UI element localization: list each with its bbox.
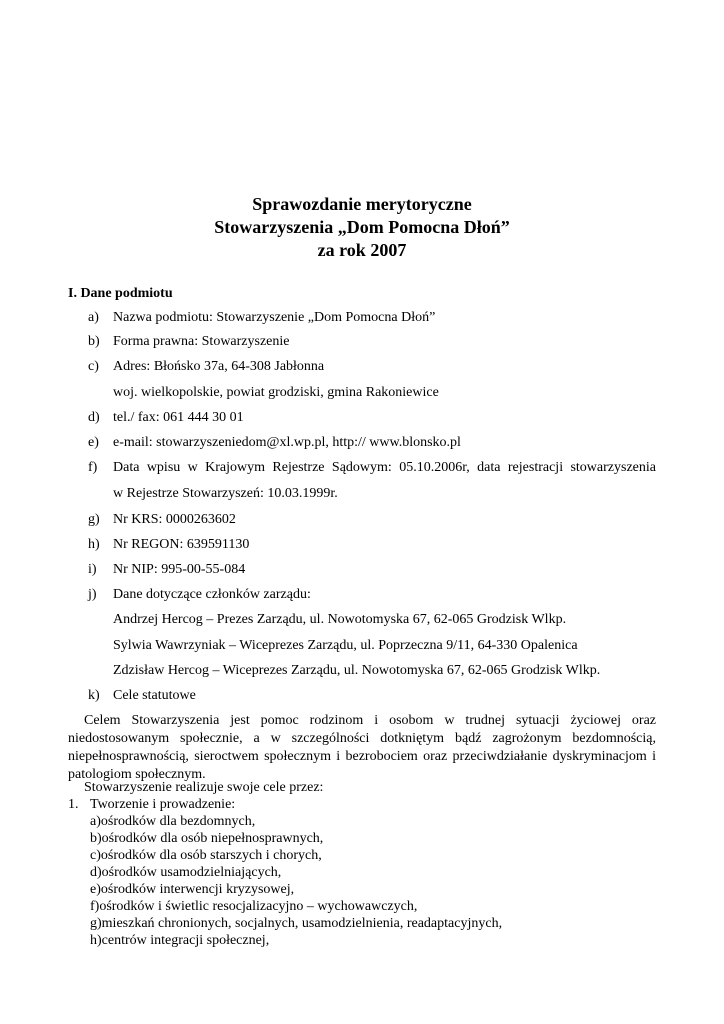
list-item (113, 612, 566, 628)
list-item (88, 587, 311, 603)
subitem: f)ośrodków i świetlic resocjalizacyjno – wychowawczych, (90, 899, 418, 914)
list-item-label: e) (88, 435, 99, 450)
list-item (113, 486, 338, 502)
list-item-text: Zdzisław Hercog – Wiceprezes Zarządu, ul. Nowotomyska 67, 62-065 Grodzisk Wlkp. (113, 663, 601, 678)
list-item-label: g) (88, 512, 100, 527)
subitem: a)ośrodków dla bezdomnych, (90, 814, 256, 829)
list-item (88, 435, 461, 451)
list-item-text: Adres: Błońsko 37a, 64-308 Jabłonna (113, 359, 325, 374)
subitem: b)ośrodków dla osób niepełnosprawnych, (90, 831, 324, 846)
list-item (88, 562, 246, 578)
realization-item-text: Tworzenie i prowadzenie: (90, 797, 236, 812)
list-item-text: Nr NIP: 995-00-55-084 (113, 562, 246, 577)
list-item-label: b) (88, 334, 100, 349)
list-item-label: j) (88, 587, 97, 602)
list-item-label: k) (88, 688, 100, 703)
realization-intro: Stowarzyszenie realizuje swoje cele przez: (84, 780, 324, 795)
goals-text: Celem Stowarzyszenia jest pomoc rodzinom i osobom w trudnej sytuacji życiowej oraz niedostosowanym społecznie, a w szczególności dotkniętym bądź zagrożonym bezdomnością, niepełnosprawnością, sieroctwem społecznym i bezrobociem oraz przeciwdziałanie dyskryminacjom i patologiom społecznym. (68, 713, 656, 782)
subitem: c)ośrodków dla osób starszych i chorych, (90, 848, 322, 863)
list-item-label: h) (88, 537, 100, 552)
list-item (88, 688, 196, 704)
list-item (113, 663, 600, 679)
list-item-text: Forma prawna: Stowarzyszenie (113, 334, 290, 349)
section-heading: I. Dane podmiotu (68, 286, 173, 301)
list-item-text: Cele statutowe (113, 688, 196, 703)
list-item (88, 410, 244, 426)
list-item-label: c) (88, 359, 99, 374)
list-item (113, 385, 439, 401)
realization-item-number: 1. (68, 797, 79, 812)
list-item-text: Nazwa podmiotu: Stowarzyszenie „Dom Pomocna Dłoń” (113, 310, 436, 325)
list-item-text: Nr KRS: 0000263602 (113, 512, 236, 527)
list-item-text: woj. wielkopolskie, powiat grodziski, gmina Rakoniewice (113, 385, 439, 400)
goals-paragraph (68, 712, 656, 784)
list-item-label: f) (88, 460, 98, 475)
list-item (88, 512, 236, 528)
list-item (113, 638, 578, 654)
document-title-line1: Sprawozdanie merytoryczne (252, 194, 472, 214)
subitem: d)ośrodków usamodzielniających, (90, 865, 282, 880)
list-item (88, 460, 656, 476)
subitem: e)ośrodków interwencji kryzysowej, (90, 882, 295, 897)
subitem: g)mieszkań chronionych, socjalnych, usamodzielnienia, readaptacyjnych, (90, 916, 503, 931)
subitem: h)centrów integracji społecznej, (90, 933, 270, 948)
list-item (88, 334, 290, 350)
list-item (88, 537, 250, 553)
list-item-text: Andrzej Hercog – Prezes Zarządu, ul. Nowotomyska 67, 62-065 Grodzisk Wlkp. (113, 612, 567, 627)
list-item-text: Nr REGON: 639591130 (113, 537, 250, 552)
list-item-label: i) (88, 562, 97, 577)
list-item-text: tel./ fax: 061 444 30 01 (113, 410, 244, 425)
list-item-text: Data wpisu w Krajowym Rejestrze Sądowym: 05.10.2006r, data rejestracji stowarzyszenia (113, 460, 656, 475)
document-title-line3: za rok 2007 (317, 240, 407, 260)
list-item-text: w Rejestrze Stowarzyszeń: 10.03.1999r. (113, 486, 338, 501)
list-item-text: e-mail: stowarzyszeniedom@xl.wp.pl, http:// www.blonsko.pl (113, 435, 461, 450)
document-title-line2: Stowarzyszenia „Dom Pomocna Dłoń” (214, 217, 510, 237)
list-item (88, 359, 325, 375)
list-item-text: Dane dotyczące członków zarządu: (113, 587, 311, 602)
list-item-label: a) (88, 310, 99, 325)
list-item-text: Sylwia Wawrzyniak – Wiceprezes Zarządu, ul. Poprzeczna 9/11, 64-330 Opalenica (113, 638, 578, 653)
list-item (88, 310, 436, 326)
list-item-label: d) (88, 410, 100, 425)
